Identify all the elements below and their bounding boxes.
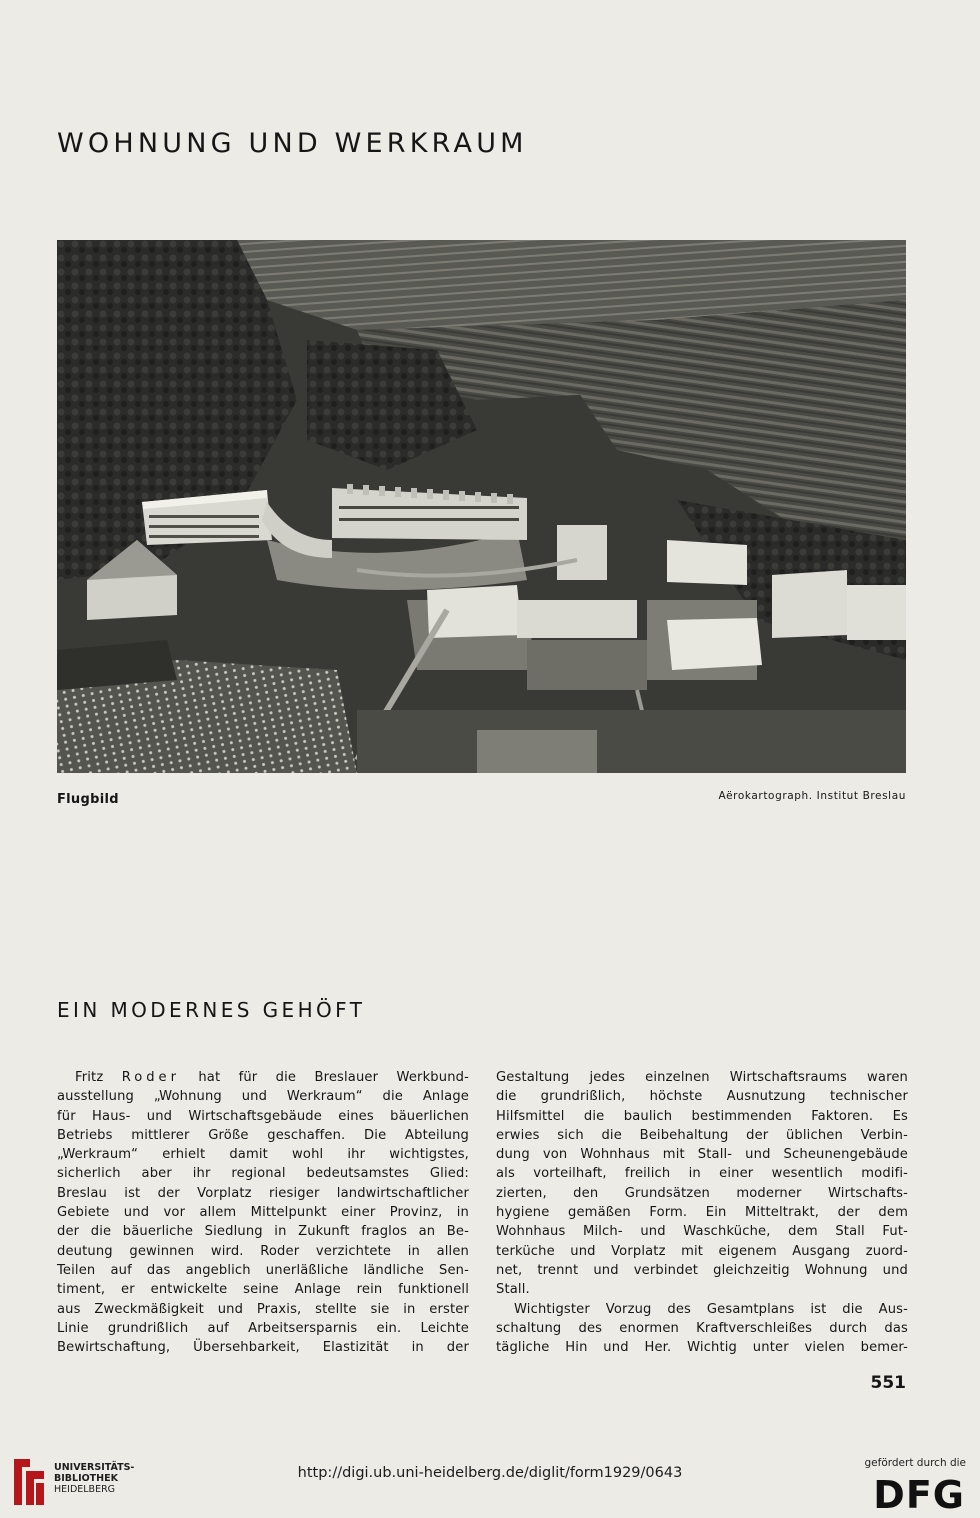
library-name-line: HEIDELBERG (54, 1484, 116, 1495)
text-line: tägliche Hin und Her. Wichtig unter vielen bemer- (496, 1340, 908, 1356)
text-line: Hilfsmittel die baulich bestimmenden Faktoren. Es (496, 1108, 908, 1124)
digitization-footer (0, 1440, 980, 1518)
text-line: hygiene gemäßen Form. Ein Mitteltrakt, der dem (496, 1205, 908, 1221)
text-line: schaltung des enormen Kraftverschleißes durch das (496, 1320, 908, 1336)
author-name: Roder (121, 1070, 180, 1085)
text-line: Teilen auf das angeblich unerläßliche ländliche Sen- (57, 1262, 469, 1278)
text-line: Gestaltung jedes einzelnen Wirtschaftsraums waren (496, 1070, 908, 1085)
text-line: „Werkraum“ erhielt damit wohl ihr wichtigstes, (57, 1147, 469, 1163)
text-column-left (57, 1068, 469, 1357)
page-heading: WOHNUNG UND WERKRAUM (57, 128, 528, 159)
section-heading: EIN MODERNES GEHÖFT (57, 998, 366, 1022)
text-line: sicherlich aber ihr regional bedeutsamstes Glied: (57, 1166, 469, 1182)
text-line: dung von Wohnhaus mit Stall- und Scheunengebäude (496, 1147, 908, 1163)
text-line: terküche und Vorplatz mit eigenem Ausgang zuord- (496, 1243, 908, 1259)
library-name-line: UNIVERSITÄTS- (54, 1462, 135, 1473)
text-column-right (496, 1068, 908, 1357)
text-line: net, trennt und verbindet gleichzeitig Wohnung und (496, 1262, 908, 1278)
text-line: Gebiete und vor allem Mittelpunkt einer Provinz, in (57, 1205, 469, 1221)
text-line: Linie grundrißlich auf Arbeitsersparnis ein. Leichte (57, 1320, 469, 1336)
page-number: 551 (870, 1373, 906, 1393)
aerial-photo-illustration (57, 240, 906, 773)
text-line: die grundrißlich, höchste Ausnutzung technischer (496, 1089, 908, 1105)
text-line: Wichtigster Vorzug des Gesamtplans ist die Aus- (514, 1301, 908, 1317)
photo-credit: Aërokartograph. Institut Breslau (718, 790, 906, 802)
text-line: Stall. (496, 1282, 530, 1298)
library-name-line: BIBLIOTHEK (54, 1473, 118, 1484)
text-line: zierten, den Grundsätzen moderner Wirtschafts- (496, 1185, 908, 1201)
text-line: für Haus- und Wirtschaftsgebäude eines bäuerlichen (57, 1108, 469, 1124)
text-line: Bewirtschaftung, Übersehbarkeit, Elastizität in der (57, 1340, 469, 1356)
text-line: als vorteilhaft, freilich in einer wesentlich modifi- (496, 1166, 908, 1182)
library-logo-icon (10, 1455, 48, 1509)
text-line: Fritz Roder hat für die Breslauer Werkbund- (75, 1070, 469, 1085)
text-line: der die bäuerliche Siedlung in Zukunft fraglos an Be- (57, 1224, 469, 1240)
text-line: ausstellung „Wohnung und Werkraum“ die Anlage (57, 1089, 469, 1105)
photo-caption: Flugbild (57, 792, 119, 807)
text-line: timent, er entwickelte seine Anlage rein funktionell (57, 1282, 469, 1298)
funder-label: gefördert durch die (864, 1457, 966, 1469)
aerial-photograph (57, 240, 906, 773)
text-line: erwies sich die Beibehaltung der üblichen Verbin- (496, 1127, 908, 1143)
text-line: Betriebs mittlerer Größe geschaffen. Die Abteilung (57, 1127, 469, 1143)
text-line: deutung gewinnen wird. Roder verzichtete in allen (57, 1243, 469, 1259)
permalink-url[interactable]: http://digi.ub.uni-heidelberg.de/diglit/form1929/0643 (297, 1465, 683, 1481)
dfg-logo: DFG (873, 1473, 965, 1517)
text-line: aus Zweckmäßigkeit und Praxis, stellte sie in erster (57, 1301, 469, 1317)
text-line: Wohnhaus Milch- und Waschküche, dem Stall Fut- (496, 1224, 908, 1240)
text-line: Breslau ist der Vorplatz riesiger landwirtschaftlicher (57, 1185, 469, 1201)
